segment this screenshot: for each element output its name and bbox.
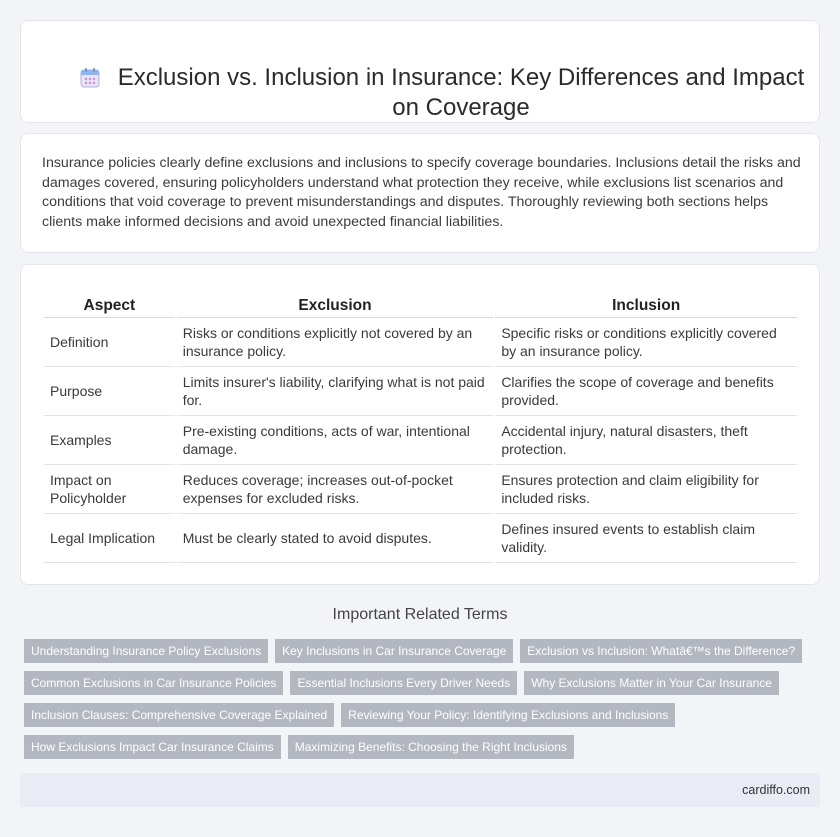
calendar-icon — [79, 67, 101, 89]
comparison-table-card — [20, 264, 820, 585]
table-row — [44, 318, 797, 367]
row-exclusion: Reduces coverage; increases out-of-pocket expenses for excluded risks. — [177, 465, 494, 514]
table-row — [44, 465, 797, 514]
intro-card — [20, 133, 820, 253]
comparison-table — [42, 295, 799, 563]
row-inclusion: Clarifies the scope of coverage and benefits provided. — [495, 367, 797, 416]
row-aspect: Legal Implication — [44, 514, 175, 563]
tag-row — [24, 703, 824, 727]
related-term-link[interactable]: Common Exclusions in Car Insurance Policies — [24, 671, 283, 695]
row-inclusion: Specific risks or conditions explicitly covered by an insurance policy. — [495, 318, 797, 367]
related-term-link[interactable]: Reviewing Your Policy: Identifying Exclusions and Inclusions — [341, 703, 675, 727]
table-row — [44, 514, 797, 563]
table-row — [44, 416, 797, 465]
related-terms-title: Important Related Terms — [332, 606, 508, 623]
row-inclusion: Ensures protection and claim eligibility for included risks. — [495, 465, 797, 514]
header-exclusion: Exclusion — [177, 295, 494, 318]
row-aspect: Purpose — [44, 367, 175, 416]
row-inclusion: Accidental injury, natural disasters, theft protection. — [495, 416, 797, 465]
header-aspect: Aspect — [44, 295, 175, 318]
row-exclusion: Risks or conditions explicitly not covered by an insurance policy. — [177, 318, 494, 367]
related-terms-list — [24, 639, 824, 767]
row-aspect: Definition — [44, 318, 175, 367]
related-term-link[interactable]: Why Exclusions Matter in Your Car Insurance — [524, 671, 779, 695]
tag-row — [24, 735, 824, 759]
row-aspect: Examples — [44, 416, 175, 465]
title-card — [20, 20, 820, 123]
related-term-link[interactable]: Understanding Insurance Policy Exclusions — [24, 639, 268, 663]
table-row — [44, 367, 797, 416]
page-title: Exclusion vs. Inclusion in Insurance: Key Differences and Impact on Coverage — [117, 64, 805, 121]
related-term-link[interactable]: How Exclusions Impact Car Insurance Claims — [24, 735, 281, 759]
table-header-row — [44, 295, 797, 318]
row-exclusion: Limits insurer's liability, clarifying what is not paid for. — [177, 367, 494, 416]
related-term-link[interactable]: Inclusion Clauses: Comprehensive Coverage Explained — [24, 703, 334, 727]
tag-row — [24, 639, 824, 663]
related-term-link[interactable]: Key Inclusions in Car Insurance Coverage — [275, 639, 513, 663]
related-term-link[interactable]: Exclusion vs Inclusion: Whatâ€™s the Difference? — [520, 639, 802, 663]
header-inclusion: Inclusion — [495, 295, 797, 318]
footer-site-link[interactable]: cardiffo.com — [742, 783, 810, 797]
related-term-link[interactable]: Maximizing Benefits: Choosing the Right Inclusions — [288, 735, 574, 759]
row-exclusion: Pre-existing conditions, acts of war, intentional damage. — [177, 416, 494, 465]
intro-text: Insurance policies clearly define exclusions and inclusions to specify coverage boundaries. Inclusions detail the risks and damages covered, ensuring policyholders understand what protection they receive, while exclusions list scenarios and conditions that void coverage to prevent misunderstandings and disputes. Thoroughly reviewing both sections helps clients make informed decisions and avoid unexpected financial liabilities. — [42, 155, 801, 230]
row-aspect: Impact on Policyholder — [44, 465, 175, 514]
footer — [20, 773, 820, 807]
row-exclusion: Must be clearly stated to avoid disputes. — [177, 514, 494, 563]
related-term-link[interactable]: Essential Inclusions Every Driver Needs — [290, 671, 517, 695]
tag-row — [24, 671, 824, 695]
row-inclusion: Defines insured events to establish claim validity. — [495, 514, 797, 563]
